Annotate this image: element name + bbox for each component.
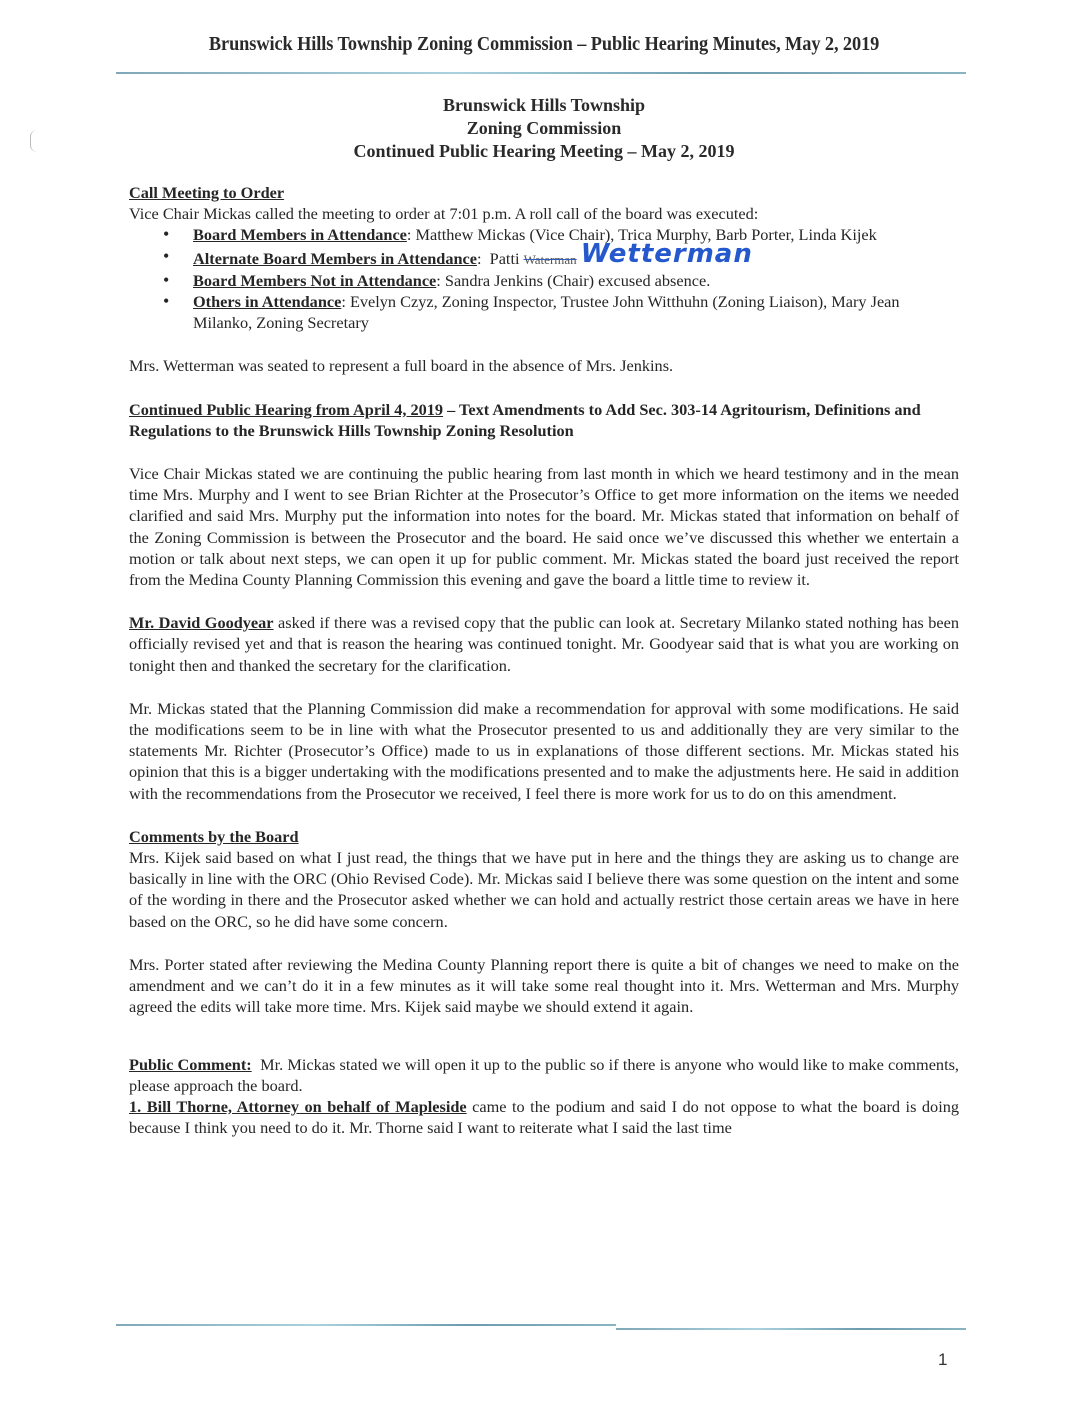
- hearing-heading-date: Continued Public Hearing from April 4, 2019: [129, 399, 444, 419]
- running-header: Brunswick Hills Township Zoning Commission – Public Hearing Minutes, May 2, 2019: [208, 34, 880, 55]
- attendance-list: [129, 224, 959, 333]
- struck-name: Waterman: [523, 251, 577, 267]
- seated-note: Mrs. Wetterman was seated to represent a full board in the absence of Mrs. Jenkins.: [129, 356, 674, 376]
- speaker-text: asked if there was a revised copy that the public can look at. Secretary Milanko stated nothing has been officially revised yet and that is reason the hearing was continued tonight. Mr. Goodyear said that is what you are working on tonight then and thanked the secretary for the clarification.: [129, 613, 959, 675]
- footer-divider: [616, 1328, 966, 1330]
- attendance-item-absent: [193, 270, 959, 291]
- hearing-paragraph: Vice Chair Mickas stated we are continuing the public hearing from last month in which we heard testimony and in the mean time Mrs. Murphy and I went to see Brian Richter at the Prosecutor’s Office to get more information on the items we needed clarified and said Mrs. Murphy put the information into notes for the board. Mr. Mickas stated that information on behalf of the Zoning Commission is between the Prosecutor and the board. He said once we’ve discussed this whether we entertain a motion or talk about next steps, we can open it up for public comment. Mr. Mickas stated the board just received the report from the Medina County Planning Commission this evening and gave the board a little time to review it.: [129, 464, 959, 590]
- attendance-text: : Evelyn Czyz, Zoning Inspector, Trustee John Witthuhn (Zoning Liaison), Mary Jean Milanko, Zoning Secretary: [193, 292, 900, 333]
- section-hearing: [129, 399, 959, 804]
- handwritten-correction: Wetterman: [580, 238, 753, 269]
- hearing-heading: [129, 399, 959, 441]
- attendance-label: Alternate Board Members in Attendance: [193, 248, 477, 268]
- page-number: 1: [938, 1350, 948, 1369]
- comment-paragraph: Mrs. Kijek said based on what I just read, the things that we have put in here and the things they are asking us to change are basically in line with the ORC (Ohio Revised Code). Mr. Mickas said I believe there was some question on the intent and some of the wording in there and the Prosecutor asked whether we can hold and actually restrict those certain areas we have in here based on the ORC, so he did have some concern.: [129, 848, 959, 931]
- section-heading: Comments by the Board: [129, 826, 299, 846]
- title-commission: Zoning Commission: [466, 118, 622, 138]
- title-meeting: Continued Public Hearing Meeting – May 2, 2019: [353, 141, 735, 161]
- public-comment-intro: [129, 1054, 964, 1096]
- attendance-label: Others in Attendance: [193, 292, 342, 312]
- attendance-label: Board Members Not in Attendance: [193, 270, 437, 290]
- speaker-name: Mr. David Goodyear: [129, 613, 274, 633]
- section-public-comment: [129, 1054, 964, 1139]
- public-speaker-1: [129, 1096, 959, 1138]
- section-call-to-order: [129, 182, 959, 377]
- speaker-name: 1. Bill Thorne, Attorney on behalf of Mapleside: [129, 1096, 467, 1116]
- attendance-item-others: [193, 291, 959, 333]
- attendance-label: Board Members in Attendance: [193, 225, 407, 245]
- header-divider: [116, 72, 966, 74]
- goodyear-paragraph: [129, 612, 959, 676]
- speaker-text: came to the podium and said I do not oppose to what the board is doing because I think you need to do it. Mr. Thorne said I want to reiterate what I said the last time: [129, 1096, 959, 1138]
- call-to-order-text: Vice Chair Mickas called the meeting to order at 7:01 p.m. A roll call of the board was executed:: [129, 204, 759, 224]
- attendance-item-board: [193, 224, 959, 245]
- section-heading: Public Comment:: [129, 1054, 252, 1074]
- attendance-text: : Patti: [476, 248, 524, 268]
- attendance-item-alternate: [193, 238, 959, 270]
- hearing-paragraph: Mr. Mickas stated that the Planning Commission did make a recommendation for approval with some modifications. He said the modifications seem to be in line with what the Prosecutor presented to us and additionally they are very similar to the statements Mr. Richter (Prosecutor’s Office) made to us in explanations of those different sections. Mr. Mickas stated his opinion that this is a bigger undertaking with the modifications presented and to make the adjustments here. He said in addition with the recommendations from the Prosecutor we received, I feel there is more work for us to do on this amendment.: [129, 698, 959, 803]
- attendance-text: : Matthew Mickas (Vice Chair), Trica Murphy, Barb Porter, Linda Kijek: [406, 225, 877, 245]
- hearing-heading-topic: – Text Amendments to Add Sec. 303-14 Agritourism, Definitions and Regulations to the Brunswick Hills Township Zoning Resolution: [129, 399, 921, 440]
- comment-paragraph: Mrs. Porter stated after reviewing the Medina County Planning report there is quite a bit of changes we need to make on the amendment and we can’t do it in a few minutes as it will take some real thought into it. Mrs. Wetterman and Mrs. Murphy agreed the edits will take more time. Mrs. Kijek said maybe we should extend it again.: [129, 954, 959, 1017]
- public-comment-text: Mr. Mickas stated we will open it up to the public so if there is anyone who would like to make comments, please approach the board.: [129, 1054, 964, 1095]
- document-title-block: [0, 94, 1088, 163]
- footer-divider: [116, 1324, 616, 1326]
- attendance-text: : Sandra Jenkins (Chair) excused absence.: [436, 270, 711, 290]
- section-heading: Call Meeting to Order: [129, 183, 285, 202]
- minutes-body: [129, 182, 964, 1138]
- section-board-comments: [129, 826, 959, 1018]
- title-township: Brunswick Hills Township: [442, 95, 646, 115]
